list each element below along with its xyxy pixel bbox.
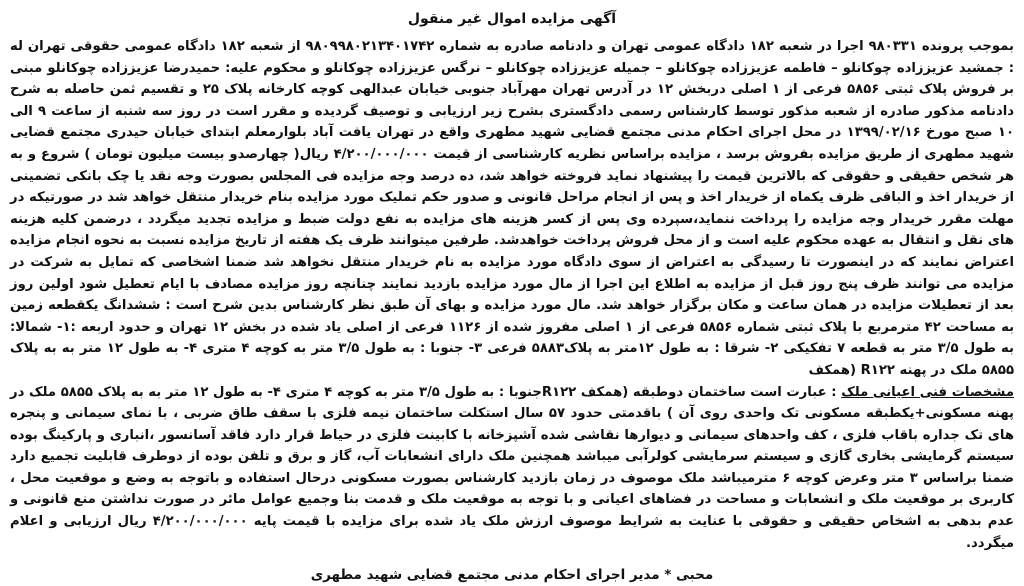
notice-title: آگهی مزایده اموال غیر منقول <box>407 11 617 27</box>
technical-specs-heading: مشخصات فنی اعیانی ملک <box>841 384 1014 400</box>
signature-line: محبی * مدیر اجرای احکام مدنی مجتمع قضایی شهید مطهری <box>310 567 714 584</box>
technical-specs-paragraph <box>10 382 1014 555</box>
notice-paragraph <box>10 36 1014 382</box>
technical-specs-text: : عبارت است ساختمان دوطبقه (همکف R۱۲۲جنوبا : به طول ۳/۵ متر به کوچه ۴ متری ۴- به طول ۱۲ متر به به پلاک ۵۸۵۵ ملک در پهنه مسکونی+یکطبقه مسکونی تک واحدی روی آن ) باقدمتی حدود ۵۷ سال استکلت ساختمان نیمه فلزی با سقف طاق ضربی ، با نمای سیمانی و پنجره های تک جداره باقاب فلزی ، کف واحدهای سیمانی و دیوارها نقاشی شده آشپزخانه با کابینت فلزی در حیاط قرار دارد فاقد آسانسور ،انباری و پارکینگ بوده سیستم گرمایشی بخاری گازی و سیستم سرمایشی کولرآبی میباشد همچنین ملک دارای انشعابات آب، گاز و برق و تلفن بوده از دوطرف قابلیت تجمیع دارد ضمنا براساس ۳ متر وعرض کوچه ۶ مترمیباشد ملک موصوف در زمان بازدید کارشناس بصورت مسکونی درحال استفاده و باتوجه به وضع و موقعیت محل ، کاربری بر موقعیت ملک و انشعابات و مساحت در فضاهای اعیانی و با توجه به موقعیت ملک و قدمت بنا وجمیع عوامل مائر در صورت نداشتن منع قانونی و عدم بدهی به اشخاص حقیقی و حقوقی با عنایت به شرایط موصوف ارزش ملک یاد شده برای مزایده با قیمت پایه ۴/۲۰۰/۰۰۰/۰۰۰ ریال ارزیابی و اعلام میگردد. <box>10 384 1014 551</box>
notice-paragraph-1: بموجب پرونده ۹۸۰۳۳۱ اجرا در شعبه ۱۸۲ دادگاه عمومی تهران و دادنامه صادره به شماره ۹۸۰۹۹۸۰۲۱۳۴۰۱۷۴۲ از شعبه ۱۸۲ دادگاه عمومی حقوقی تهران له : جمشید عزیززاده چوکانلو – فاطمه عزیززاده چوکانلو – جمیله عزیززاده چوکانلو – نرگس عزیززاده چوکانلو و محکوم علیه: حمیدرضا عزیززاده چوکانلو مبنی بر فروش پلاک ثبتی ۵۸۵۶ فرعی از ۱ اصلی دربخش ۱۲ در آدرس تهران مهرآباد جنوبی خیابان عبدالهی کوچه کارخانه پلاک ۲۵ و تقسیم ثمن حاصله به شرح دادنامه مذکور صادره از شعبه مذکور توسط کارشناس رسمی دادگستری بشرح زیر ارزیابی و توصیف گردیده و مقرر است در روز سه شنبه از ساعت ۹ الی ۱۰ صبح مورخ ۱۳۹۹/۰۲/۱۶ در محل اجرای احکام مدنی مجتمع قضایی شهید مطهری واقع در تهران یافت آباد بلوارمعلم ابتدای خیابان حیدری مجتمع قضایی شهید مطهری از طریق مزایده بفروش برسد ، مزایده براساس نظریه کارشناسی از قیمت ۴/۲۰۰/۰۰۰/۰۰۰ ریال( چهارصدو بیست میلیون تومان ) شروع و به هر شخص حقیقی و حقوقی که بالاترین قیمت را پیشنهاد نماید فروخته خواهد شد، ده درصد وجه مزایده فی المجلس بصورت وجه نقد یا چک بانکی تضمینی از خریدار اخذ و الباقی ظرف یکماه از خریدار اخذ و پس از انجام مراحل قانونی و صدور حکم تملیک مورد مزایده بنام خریدار منتقل خواهد شد در صورتیکه در مهلت مقرر خریدار وجه مزایده را پرداخت ننماید،سپرده وی پس از کسر هزینه های مزایده به نفع دولت ضبط و مزایده تجدید میگردد ، درضمن کلیه هزینه های نقل و انتقال به عهده محکوم علیه است و از محل فروش پرداخت خواهدشد. طرفین میتوانند ظرف یک هفته از تاریخ مزایده نسبت به نحوه انجام مزایده اعتراض نمایند که در اینصورت تا رسیدگی به اعتراض از سوی دادگاه مورد مزایده به نام خریدار منتقل نخواهد شد ضمنا اشخاصی که تمایل به شرکت در مزایده می توانند ظرف پنج روز قبل از مزایده به اطلاع این اجرا از مال مورد مزایده بازدید نمایند چنانچه روز مزایده مصادف با ایام تعطیل شود اولین روز بعد از تعطیلات مزایده در همان ساعت و مکان برگزار خواهد شد. مال مورد مزایده و بهای آن طبق نظر کارشناس بدین شرح است : ششدانگ یکقطعه زمین به مساحت ۴۲ مترمربع با پلاک ثبتی شماره ۵۸۵۶ فرعی از ۱ اصلی مفروز شده از ۱۱۲۶ فرعی از اصلی یاد شده در بخش ۱۲ تهران و حدود اربعه :۱- شمالا: به طول ۳/۵ متر به قطعه ۷ تفکیکی ۲- شرقا : به طول ۱۲متر به پلاک۵۸۸۳ فرعی ۳- جنوبا : به طول ۳/۵ متر به کوچه ۴ متری ۴- به طول ۱۲ متر به به پلاک ۵۸۵۵ ملک در پهنه R۱۲۲ (همکف <box>10 39 1015 378</box>
notice-body <box>10 36 1014 554</box>
